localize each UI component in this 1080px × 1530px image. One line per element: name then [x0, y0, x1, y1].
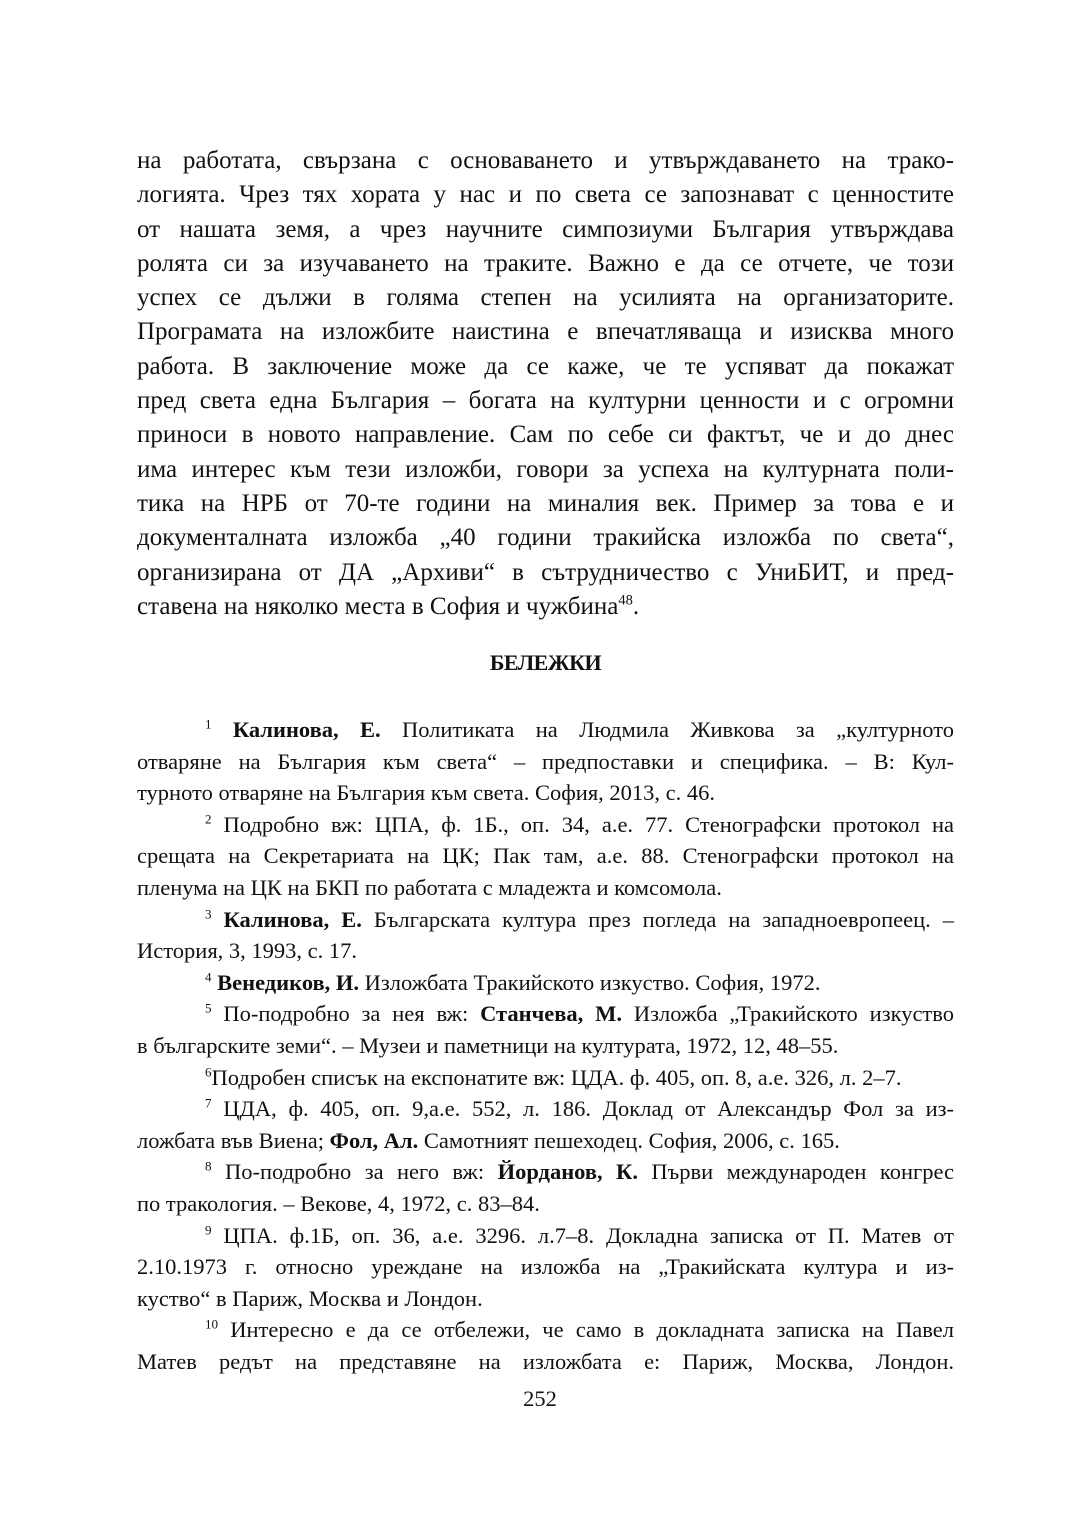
- footnote-text: Първи международен конгрес: [638, 1159, 954, 1185]
- footnote-line: [137, 1093, 954, 1125]
- body-paragraph: [137, 144, 954, 624]
- footnote-text: Изложба „Тракийското изкуство: [622, 1001, 954, 1027]
- footnote-author: Станчева, М.: [480, 1001, 622, 1027]
- footnote-text: Изложбата Тракийското изкуство. София, 1972.: [359, 969, 821, 995]
- footnote-line: История, 3, 1993, с. 17.: [137, 938, 358, 964]
- footnote-number: 5: [205, 1000, 212, 1016]
- body-line: Програмата на изложбите наистина е впечатляваща и изисква много: [137, 318, 954, 346]
- footnote-number: 9: [205, 1222, 212, 1237]
- footnote-4: [137, 967, 954, 999]
- footnote-text: Подробен списък на експонатите вж: ЦДА. ф. 405, оп. 8, а.е. 326, л. 2–7.: [211, 1064, 902, 1090]
- footnote-text: Политиката на Людмила Живкова за „културното: [380, 717, 954, 742]
- footnote-text: Българската култура през погледа на западноевропеец. –: [361, 906, 954, 932]
- footnote-line: [137, 967, 954, 999]
- footnote-number: 3: [205, 906, 212, 922]
- body-line-end: .: [632, 592, 640, 620]
- body-line: има интерес към тези изложби, говори за успеха на културната поли-: [137, 455, 954, 483]
- footnote-text: Самотният пешеходец. София, 2006, с. 165.: [418, 1127, 840, 1153]
- footnote-10: [137, 1314, 954, 1377]
- body-line: успех се дължи в голяма степен на усилията на организаторите.: [137, 284, 954, 312]
- footnote-number: 1: [205, 716, 212, 732]
- footnote-3: [137, 904, 954, 967]
- footnote-line: отваряне на България към света“ – предпоставки и специфика. – В: Кул-: [137, 748, 954, 774]
- footnote-number: 7: [205, 1095, 212, 1111]
- footnote-number: 4: [205, 969, 212, 985]
- footnote-line: куство“ в Париж, Москва и Лондон.: [137, 1285, 483, 1311]
- body-line: на работата, свързана с основаването и утвърждаването на трако-: [137, 147, 954, 174]
- footnote-line: [137, 1156, 954, 1188]
- body-line: тика на НРБ от 70-те години на миналия век. Пример за това е и: [137, 489, 954, 517]
- footnote-line: [137, 1125, 954, 1157]
- footnote-line: [137, 1220, 954, 1252]
- footnote-line: 2.10.1973 г. относно уреждане на изложба на „Тракийската култура и из-: [137, 1254, 954, 1280]
- footnote-text: По-подробно за него вж:: [224, 1159, 498, 1185]
- footnote-number: 10: [205, 1316, 219, 1332]
- footnote-1: [137, 714, 954, 809]
- footnote-line: Матев редът на представяне на изложбата е: Париж, Москва, Лондон.: [137, 1348, 954, 1374]
- footnote-7: [137, 1093, 954, 1156]
- body-line: приноси в новото направление. Сам по себе си фактът, че и до днес: [137, 421, 954, 449]
- footnote-line: [137, 1062, 954, 1094]
- footnote-9: [137, 1220, 954, 1315]
- body-line: работа. В заключение може да се каже, че те успяват да покажат: [137, 352, 954, 380]
- body-line: пред света една България – богата на културни ценности и с огромни: [137, 387, 954, 415]
- footnote-number: 2: [205, 811, 212, 827]
- notes-list: [137, 714, 954, 1377]
- footnote-line: в българските земи“. – Музеи и паметници на културата, 1972, 12, 48–55.: [137, 1032, 839, 1058]
- footnote-line: срещата на Секретариата на ЦК; Пак там, а.е. 88. Стенографски протокол на: [137, 843, 954, 869]
- body-line: документалната изложба „40 години тракийска изложба по света“,: [137, 524, 954, 552]
- footnote-6: [137, 1062, 954, 1094]
- footnote-line: турното отваряне на България към света. София, 2013, с. 46.: [137, 780, 716, 806]
- footnote-author: Фол, Ал.: [329, 1127, 419, 1153]
- footnote-line: [137, 998, 954, 1030]
- footnote-author: Калинова, Е.: [223, 906, 362, 932]
- footnote-2: [137, 809, 954, 904]
- footnote-reference[interactable]: 48: [618, 592, 633, 609]
- footnote-author: Калинова, Е.: [232, 717, 381, 742]
- body-line: ролята си за изучаването на траките. Важно е да се отчете, че този: [137, 249, 954, 277]
- body-line: от нашата земя, а чрез научните симпозиуми България утвърждава: [137, 215, 954, 243]
- body-last-line: [137, 590, 954, 624]
- footnote-line: [137, 1314, 954, 1346]
- footnote-text: ЦДА, ф. 405, оп. 9,а.е. 552, л. 186. Доклад от Александър Фол за из-: [223, 1096, 955, 1122]
- footnote-line: по тракология. – Векове, 4, 1972, с. 83–84.: [137, 1190, 540, 1216]
- footnote-line: [137, 714, 954, 746]
- footnote-author: Венедиков, И.: [217, 969, 360, 995]
- body-line-text: ставена на няколко места в София и чужбина: [137, 592, 619, 620]
- footnote-text: По-подробно за нея вж:: [223, 1001, 481, 1027]
- footnote-number: 8: [205, 1158, 212, 1174]
- notes-heading: БЕЛЕЖКИ: [489, 650, 602, 675]
- footnote-line: [137, 809, 954, 841]
- footnote-text: ЦПА. ф.1Б, оп. 36, а.е. 3296. л.7–8. Докладна записка от П. Матев от: [223, 1222, 955, 1248]
- body-line: логията. Чрез тях хората у нас и по света се запознават с ценностите: [137, 181, 954, 209]
- footnote-author: Йорданов, К.: [497, 1159, 638, 1185]
- footnote-8: [137, 1156, 954, 1219]
- footnote-text: Подробно вж: ЦПА, ф. 1Б., оп. 34, а.е. 77. Стенографски протокол на: [223, 811, 955, 837]
- footnote-number: 6: [205, 1064, 212, 1080]
- footnote-text: Интересно е да се отбележи, че само в докладната записка на Павел: [230, 1317, 954, 1343]
- footnote-5: [137, 998, 954, 1061]
- footnote-line: пленума на ЦК на БКП по работата с младежта и комсомола.: [137, 874, 722, 900]
- footnote-text: ложбата във Виена;: [137, 1127, 330, 1153]
- body-line: организирана от ДА „Архиви“ в сътрудничество с УниБИТ, и пред-: [137, 558, 954, 586]
- footnote-line: [137, 904, 954, 936]
- page-number: 252: [523, 1386, 557, 1411]
